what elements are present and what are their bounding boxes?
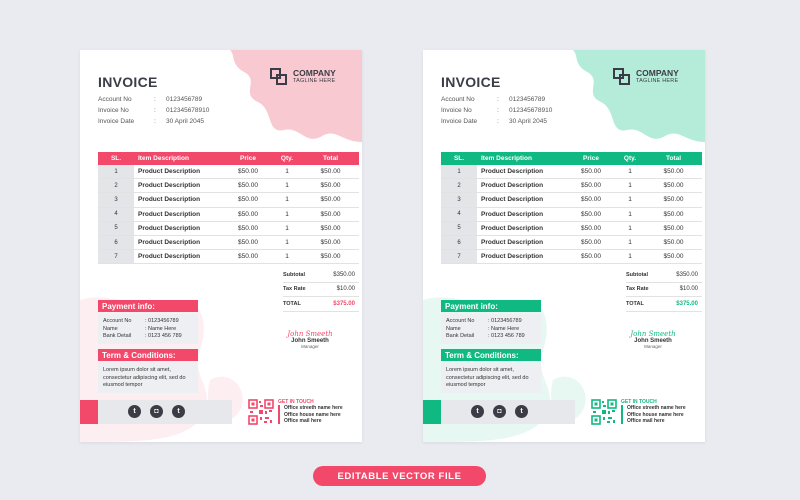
- table-row: [98, 179, 359, 193]
- summary: [626, 268, 702, 312]
- row-desc: Product Description: [138, 210, 201, 218]
- table-row: [441, 193, 702, 207]
- row-total: $50.00: [320, 210, 341, 218]
- col-desc: Item Description: [481, 155, 532, 162]
- meta-label: Invoice No: [98, 107, 129, 114]
- signer-name: John Smeeth: [634, 338, 672, 344]
- row-qty: 1: [628, 253, 632, 261]
- invoice-meta: Account No : 0123456789 Invoice No : 012345678910 Invoice Date : 30 April 2045: [441, 96, 553, 125]
- row-desc: Product Description: [481, 253, 544, 261]
- row-price: $50.00: [581, 253, 601, 261]
- row-total: $50.00: [663, 253, 684, 261]
- contact-line: Office house name here: [278, 412, 360, 418]
- pay-value: : 0123456789: [145, 318, 179, 324]
- terms-heading: Term & Conditions:: [98, 349, 198, 361]
- row-price: $50.00: [238, 239, 258, 247]
- row-total: $50.00: [663, 224, 684, 232]
- row-price: $50.00: [581, 210, 601, 218]
- pay-value: : 0123456789: [488, 318, 522, 324]
- pay-value: : 0123 456 789: [488, 333, 525, 339]
- signer-name: John Smeeth: [291, 338, 329, 344]
- row-qty: 1: [628, 210, 632, 218]
- meta-value: 0123456789: [166, 96, 203, 103]
- row-qty: 1: [285, 224, 289, 232]
- row-desc: Product Description: [481, 196, 544, 204]
- signature-script: John Smeeth: [630, 330, 676, 338]
- contact-block: [278, 399, 360, 424]
- meta-label: Invoice No: [441, 107, 472, 114]
- row-desc: Product Description: [481, 182, 544, 190]
- table-row: [98, 193, 359, 207]
- row-price: $50.00: [581, 168, 601, 176]
- contact-line: Office streeth name here: [278, 405, 360, 411]
- items-table: [98, 152, 359, 264]
- row-total: $50.00: [663, 168, 684, 176]
- payment-details: [441, 314, 541, 344]
- table-row: [98, 250, 359, 264]
- row-sl: 3: [441, 193, 477, 206]
- invoice-title: INVOICE: [441, 74, 501, 90]
- terms-text: Lorem ipsum dolor sit amet, consectetur adipiscing elit, sed do eiusmod tempor: [98, 363, 198, 393]
- company-brand: [270, 68, 336, 86]
- items-table: [441, 152, 702, 264]
- signature-block: [627, 330, 679, 349]
- pay-label: Account No: [103, 318, 132, 324]
- table-row: [441, 236, 702, 250]
- row-sl: 2: [98, 179, 134, 192]
- row-desc: Product Description: [138, 253, 201, 261]
- row-total: $50.00: [663, 210, 684, 218]
- pay-value: : Name Here: [145, 325, 177, 332]
- footer-social: [98, 400, 232, 424]
- row-total: $50.00: [320, 224, 341, 232]
- pay-label: Bank Detail: [103, 333, 132, 339]
- signer-role: Manager: [301, 344, 319, 349]
- contact-line: Office streeth name here: [621, 405, 703, 411]
- row-desc: Product Description: [138, 182, 201, 190]
- table-row: [441, 179, 702, 193]
- company-tagline: TAGLINE HERE: [293, 78, 336, 84]
- pay-value: : Name Here: [488, 325, 520, 332]
- row-qty: 1: [285, 239, 289, 247]
- tax-label: Tax Rate: [626, 286, 649, 293]
- pay-label: Name: [446, 325, 461, 332]
- row-sl: 6: [98, 236, 134, 249]
- row-price: $50.00: [238, 182, 258, 190]
- meta-value: 012345678910: [509, 107, 553, 114]
- row-sl: 2: [441, 179, 477, 192]
- row-sl: 4: [98, 208, 134, 221]
- company-logo-icon: [270, 68, 290, 86]
- table-row: [98, 236, 359, 250]
- meta-value: 30 April 2045: [166, 118, 204, 125]
- row-sl: 3: [98, 193, 134, 206]
- row-desc: Product Description: [138, 196, 201, 204]
- col-sl: SL.: [453, 155, 465, 162]
- row-price: $50.00: [238, 253, 258, 261]
- company-brand: [613, 68, 679, 86]
- row-price: $50.00: [238, 224, 258, 232]
- meta-value: 0123456789: [509, 96, 546, 103]
- total-label: TOTAL: [283, 300, 301, 307]
- row-sl: 7: [441, 250, 477, 263]
- company-name: COMPANY: [636, 68, 679, 78]
- instagram-icon[interactable]: ◘: [493, 405, 506, 418]
- instagram-icon[interactable]: ◘: [150, 405, 163, 418]
- terms-heading: Term & Conditions:: [441, 349, 541, 361]
- row-sl: 5: [441, 222, 477, 235]
- row-total: $50.00: [320, 182, 341, 190]
- tumblr-icon[interactable]: t: [515, 405, 528, 418]
- subtotal-label: Subtotal: [283, 271, 305, 278]
- row-total: $50.00: [320, 253, 341, 261]
- row-sl: 6: [441, 236, 477, 249]
- row-sl: 1: [441, 165, 477, 178]
- col-price: Price: [240, 155, 256, 162]
- row-desc: Product Description: [481, 210, 544, 218]
- row-qty: 1: [285, 168, 289, 176]
- meta-value: 012345678910: [166, 107, 210, 114]
- payment-heading: Payment info:: [441, 300, 541, 312]
- row-desc: Product Description: [481, 239, 544, 247]
- row-total: $50.00: [663, 182, 684, 190]
- signature-block: [284, 330, 336, 349]
- tumblr-icon[interactable]: t: [172, 405, 185, 418]
- subtotal-value: $350.00: [333, 271, 355, 278]
- pay-label: Account No: [446, 318, 475, 324]
- tax-label: Tax Rate: [283, 286, 306, 293]
- footer-accent: [423, 400, 441, 424]
- row-total: $50.00: [320, 196, 341, 204]
- col-total: Total: [322, 155, 339, 162]
- meta-label: Invoice Date: [441, 118, 478, 125]
- col-qty: Qty.: [280, 155, 294, 162]
- row-desc: Product Description: [138, 224, 201, 232]
- subtotal-label: Subtotal: [626, 271, 648, 278]
- row-qty: 1: [628, 224, 632, 232]
- meta-label: Account No: [98, 96, 132, 103]
- row-qty: 1: [285, 196, 289, 204]
- qr-code-icon: [248, 399, 274, 425]
- table-row: [98, 208, 359, 222]
- row-price: $50.00: [581, 224, 601, 232]
- table-row: [98, 222, 359, 236]
- table-row: [441, 208, 702, 222]
- col-qty: Qty.: [623, 155, 637, 162]
- row-qty: 1: [285, 210, 289, 218]
- company-logo-icon: [613, 68, 633, 86]
- col-sl: SL.: [110, 155, 122, 162]
- payment-details: [98, 314, 198, 344]
- row-price: $50.00: [581, 196, 601, 204]
- footer-social: [441, 400, 575, 424]
- contact-line: Office mail here: [278, 418, 360, 424]
- invoice-sheet-green: [423, 50, 705, 442]
- row-sl: 1: [98, 165, 134, 178]
- terms-text: Lorem ipsum dolor sit amet, consectetur adipiscing elit, sed do eiusmod tempor: [441, 363, 541, 393]
- total-label: TOTAL: [626, 300, 644, 307]
- row-total: $50.00: [320, 168, 341, 176]
- subtotal-value: $350.00: [676, 271, 698, 278]
- contact-block: [621, 399, 703, 424]
- pay-value: : 0123 456 789: [145, 333, 182, 339]
- row-desc: Product Description: [481, 224, 544, 232]
- contact-title: GET IN TOUCH: [278, 399, 314, 405]
- invoice-title: INVOICE: [98, 74, 158, 90]
- row-sl: 5: [98, 222, 134, 235]
- invoice-sheet-pink: [80, 50, 362, 442]
- row-price: $50.00: [581, 239, 601, 247]
- table-row: [441, 250, 702, 264]
- footer-accent: [80, 400, 98, 424]
- contact-line: Office house name here: [621, 412, 703, 418]
- meta-label: Invoice Date: [98, 118, 135, 125]
- row-total: $50.00: [320, 239, 341, 247]
- meta-value: 30 April 2045: [509, 118, 547, 125]
- signer-role: Manager: [644, 344, 662, 349]
- row-desc: Product Description: [138, 168, 201, 176]
- signature-script: John Smeeth: [287, 330, 333, 338]
- row-total: $50.00: [663, 196, 684, 204]
- company-tagline: TAGLINE HERE: [636, 78, 679, 84]
- table-row: [441, 165, 702, 179]
- row-qty: 1: [628, 196, 632, 204]
- row-qty: 1: [628, 168, 632, 176]
- table-row: [98, 165, 359, 179]
- total-value: $375.00: [676, 300, 698, 307]
- tax-value: $10.00: [336, 286, 355, 293]
- pay-label: Name: [103, 325, 118, 332]
- table-row: [441, 222, 702, 236]
- qr-code-icon: [591, 399, 617, 425]
- twitter-icon[interactable]: t: [471, 405, 484, 418]
- summary: [283, 268, 359, 312]
- row-desc: Product Description: [138, 239, 201, 247]
- row-price: $50.00: [238, 168, 258, 176]
- contact-line: Office mail here: [621, 418, 703, 424]
- meta-label: Account No: [441, 96, 475, 103]
- row-sl: 7: [98, 250, 134, 263]
- col-total: Total: [665, 155, 682, 162]
- editable-vector-badge: EDITABLE VECTOR FILE: [313, 466, 486, 486]
- invoice-meta: Account No : 0123456789 Invoice No : 012345678910 Invoice Date : 30 April 2045: [98, 96, 210, 125]
- col-desc: Item Description: [138, 155, 189, 162]
- company-name: COMPANY: [293, 68, 336, 78]
- row-qty: 1: [285, 253, 289, 261]
- pay-label: Bank Detail: [446, 333, 475, 339]
- row-price: $50.00: [238, 196, 258, 204]
- twitter-icon[interactable]: t: [128, 405, 141, 418]
- payment-heading: Payment info:: [98, 300, 198, 312]
- row-qty: 1: [628, 239, 632, 247]
- row-total: $50.00: [663, 239, 684, 247]
- row-qty: 1: [285, 182, 289, 190]
- row-price: $50.00: [238, 210, 258, 218]
- tax-value: $10.00: [679, 286, 698, 293]
- table-header: [441, 152, 702, 165]
- table-header: [98, 152, 359, 165]
- row-qty: 1: [628, 182, 632, 190]
- row-sl: 4: [441, 208, 477, 221]
- col-price: Price: [583, 155, 599, 162]
- row-price: $50.00: [581, 182, 601, 190]
- row-desc: Product Description: [481, 168, 544, 176]
- total-value: $375.00: [333, 300, 355, 307]
- contact-title: GET IN TOUCH: [621, 399, 657, 405]
